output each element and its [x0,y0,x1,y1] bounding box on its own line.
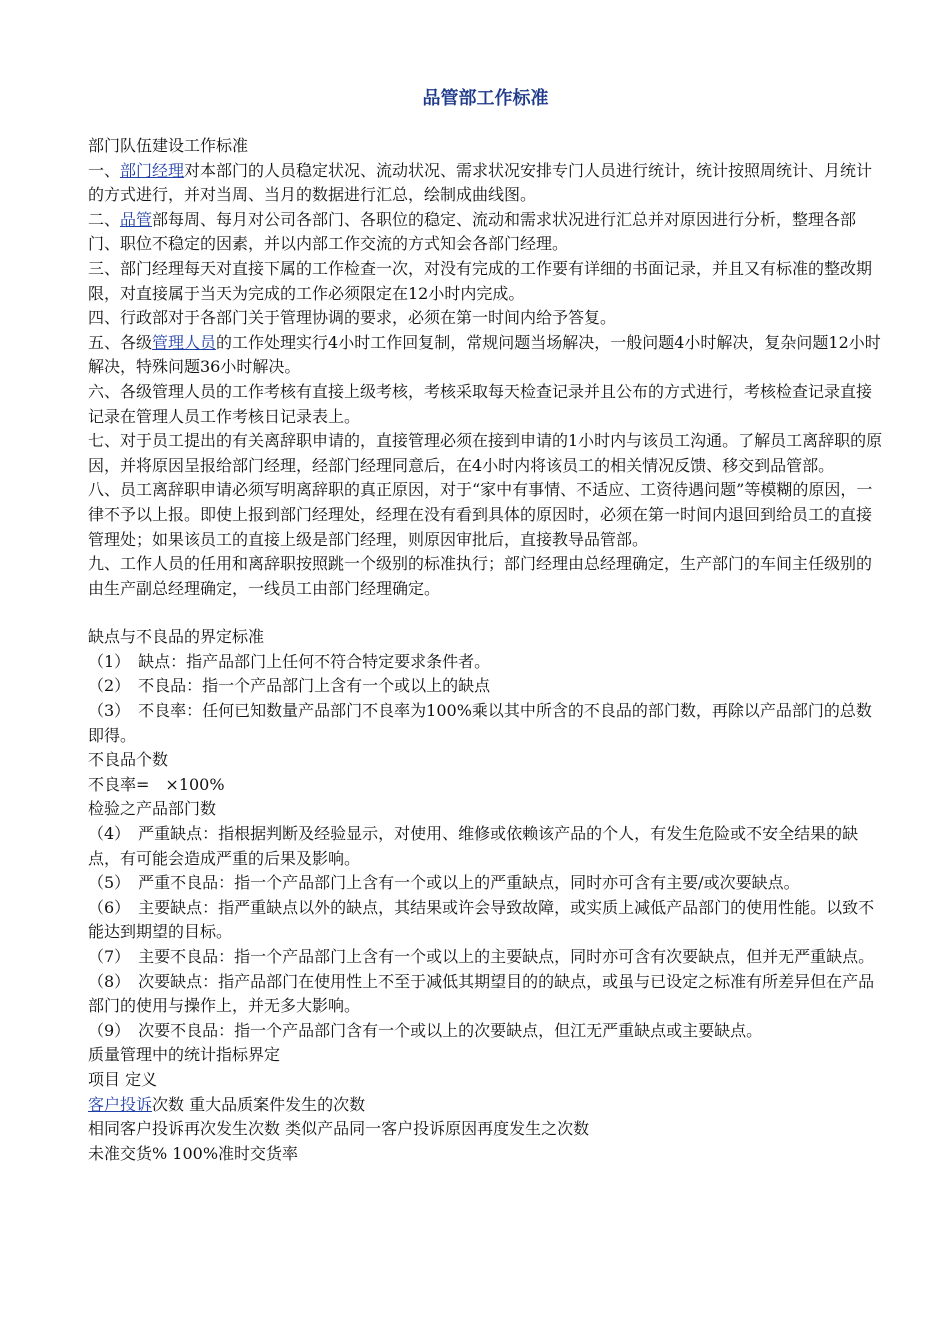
item-prefix: 五、各级 [88,332,153,352]
formula-line: 不良率= ×100% [88,774,225,794]
paragraph-item-6: 六、各级管理人员的工作考核有直接上级考核，考核采取每天检查记录并且公布的方式进行，考核检查记录直接记录在管理人员工作考核日记录表上。 [88,381,873,426]
item-prefix: 一、 [88,160,121,180]
document-title: 品管部工作标准 [422,88,549,109]
stats-row-2: 相同客户投诉再次发生次数 类似产品同一客户投诉原因再度发生之次数 [88,1119,590,1139]
paragraph-item-2 [88,208,883,257]
defect-item-2: （2） 不良品：指一个产品部门上含有一个或以上的缺点 [88,676,491,696]
defect-item-6: （6） 主要缺点：指严重缺点以外的缺点，其结果或许会导致故障，或实质上减低产品部门的使用性能。以致不能达到期望的目标。 [88,897,875,942]
formula-denominator: 检验之产品部门数 [88,799,217,819]
defect-item-9: （9） 次要不良品：指一个产品部门含有一个或以上的次要缺点，但江无严重缺点或主要缺点。 [88,1020,763,1040]
formula-numerator: 不良品个数 [88,750,169,770]
link-customer-complaint[interactable]: 客户投诉 [88,1094,153,1114]
paragraph-item-1 [88,159,883,208]
paragraph-item-3: 三、部门经理每天对直接下属的工作检查一次，对没有完成的工作要有详细的书面记录，并且又有标准的整改期限，对直接属于当天为完成的工作必须限定在12小时内完成。 [88,258,873,303]
link-management-staff[interactable]: 管理人员 [152,332,217,352]
section-heading-statistics: 质量管理中的统计指标界定 [88,1045,281,1065]
section-heading-team: 部门队伍建设工作标准 [88,136,249,155]
link-quality-control[interactable]: 品管 [120,209,153,229]
stats-row-1 [88,1093,883,1118]
defect-item-1: （1） 缺点：指产品部门上任何不符合特定要求条件者。 [88,651,491,671]
defect-item-8: （8） 次要缺点：指产品部门在使用性上不至于减低其期望目的的缺点，或虽与已设定之标准有所差异但在产品部门的使用与操作上，并无多大影响。 [88,971,875,1016]
blank-line [88,601,883,625]
paragraph-item-9: 九、工作人员的任用和离辞职按照跳一个级别的标准执行；部门经理由总经理确定，生产部门的车间主任级别的由生产副总经理确定，一线员工由部门经理确定。 [88,554,873,598]
paragraph-item-4: 四、行政部对于各部门关于管理协调的要求，必须在第一时间内给予答复。 [88,308,617,328]
paragraph-item-8: 八、员工离辞职申请必须写明离辞职的真正原因，对于“家中有事情、不适应、工资待遇问题”等模糊的原因，一律不予以上报。即使上报到部门经理处，经理在没有看到具体的原因时，必须在第一时间内退回到给员工的直接管理处；如果该员工的直接上级是部门经理，则原因审批后，直接教导品管部。 [88,480,873,549]
paragraph-item-5 [88,331,883,380]
defect-item-3: （3） 不良率：任何已知数量产品部门不良率为100%乘以其中所含的不良品的部门数，再除以产品部门的总数即得。 [88,701,872,745]
stats-row-3: 未准交货% 100%准时交货率 [88,1143,299,1163]
link-department-manager[interactable]: 部门经理 [120,160,185,180]
paragraph-item-7: 七、对于员工提出的有关离辞职申请的，直接管理必须在接到申请的1小时内与该员工沟通。了解员工离辞职的原因，并将原因呈报给部门经理，经部门经理同意后，在4小时内将该员工的相关情况反馈、移交到品管部。 [88,431,883,475]
item-text: 部每周、每月对公司各部门、各职位的稳定、流动和需求状况进行汇总并对原因进行分析，整理各部门、职位不稳定的因素，并以内部工作交流的方式知会各部门经理。 [88,209,857,254]
stats-row-1-text: 次数 重大品质案件发生的次数 [152,1094,366,1114]
defect-item-5: （5） 严重不良品：指一个产品部门上含有一个或以上的严重缺点，同时亦可含有主要/或次要缺点。 [88,873,800,893]
document-page [88,86,883,1166]
item-prefix: 二、 [88,209,121,229]
stats-table-header: 项目 定义 [88,1069,158,1089]
defect-item-4: （4） 严重缺点：指根据判断及经验显示，对使用、维修或依赖该产品的个人，有发生危险或不安全结果的缺点，有可能会造成严重的后果及影响。 [88,824,859,868]
defect-item-7: （7） 主要不良品：指一个产品部门上含有一个或以上的主要缺点，同时亦可含有次要缺点，但并无严重缺点。 [88,947,875,966]
section-heading-defects: 缺点与不良品的界定标准 [88,627,265,647]
item-text: 的工作处理实行4小时工作回复制，常规问题当场解决，一般问题4小时解决，复杂问题12小时解决，特殊问题36小时解决。 [88,332,881,377]
item-text: 对本部门的人员稳定状况、流动状况、需求状况安排专门人员进行统计，统计按照周统计、月统计的方式进行，并对当周、当月的数据进行汇总，绘制成曲线图。 [88,160,873,205]
